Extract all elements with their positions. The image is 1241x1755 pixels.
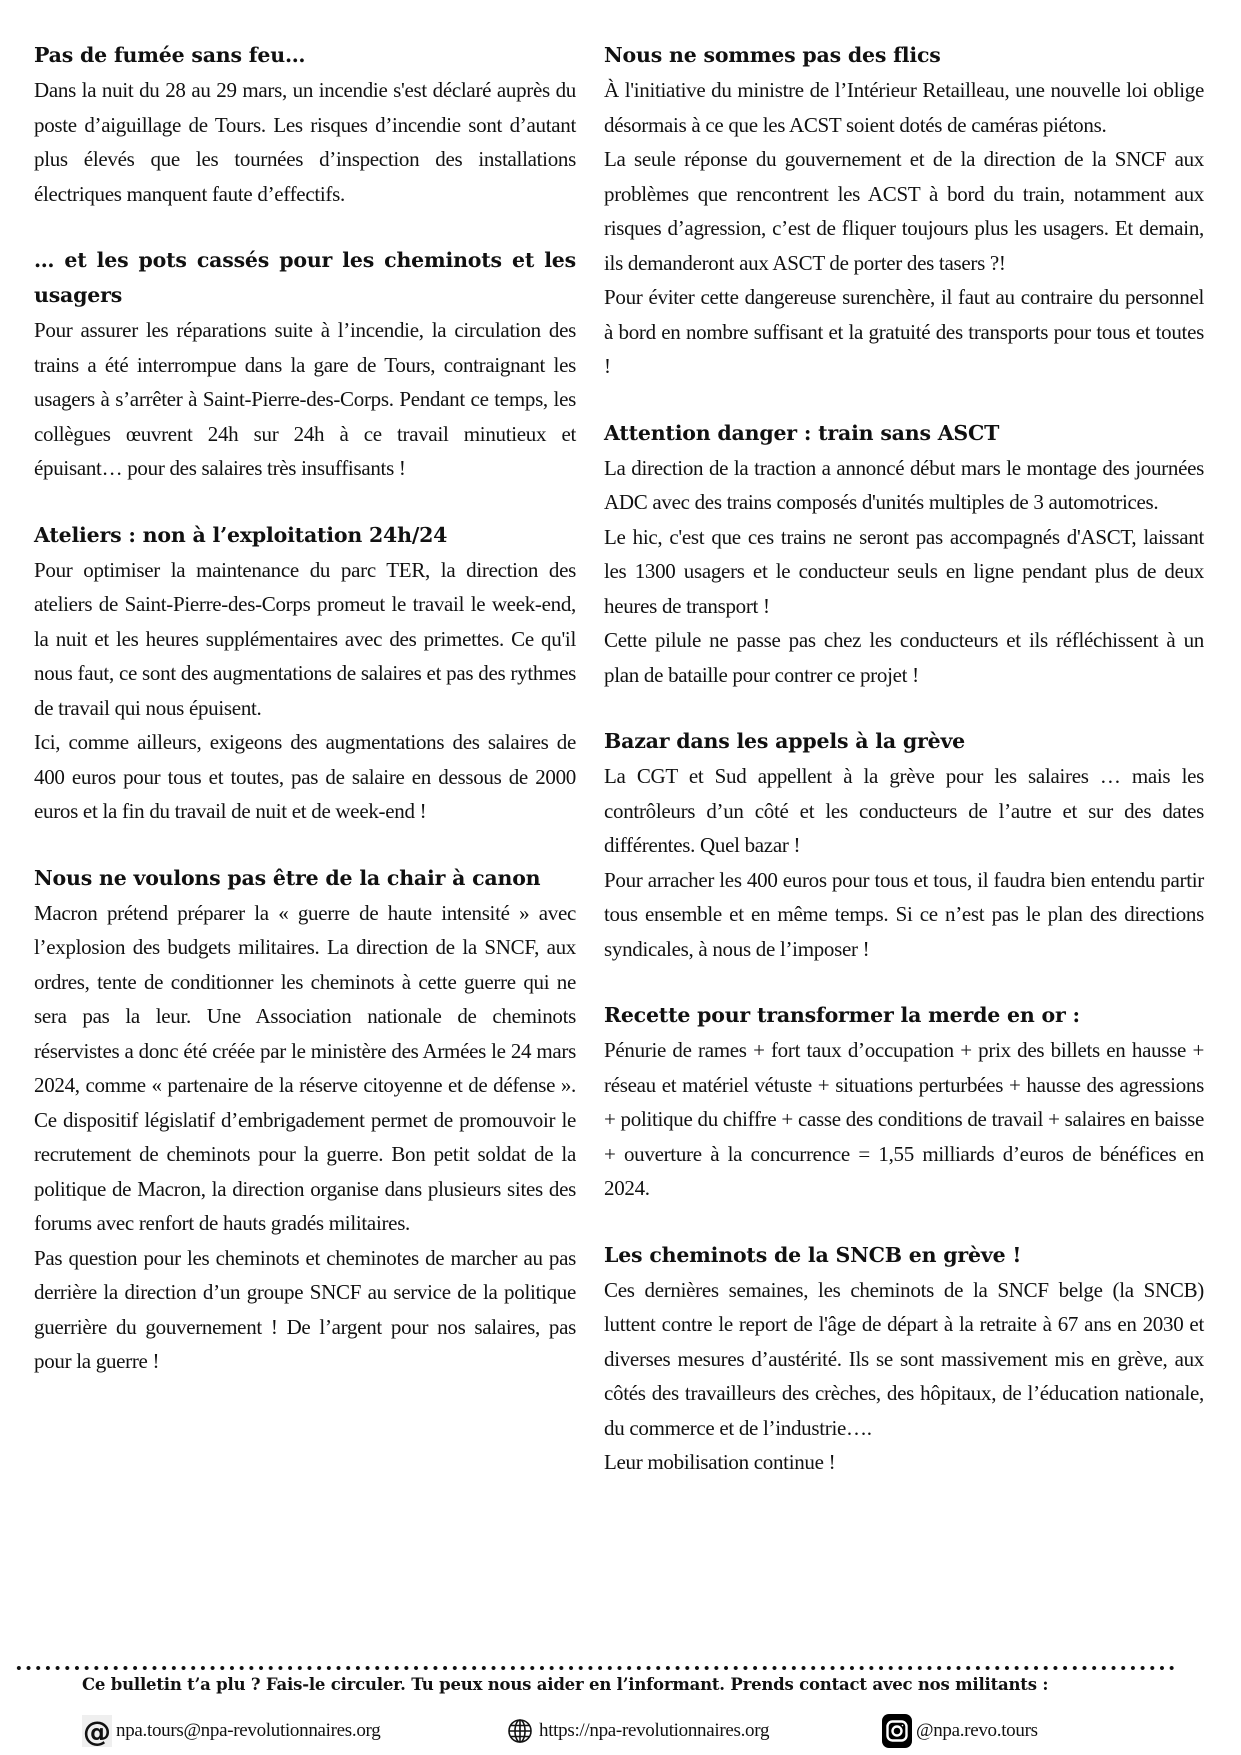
- article-paragraph: La direction de la traction a annoncé début mars le montage des journées ADC avec des trains composés d'unités multiples de 3 automotrices.: [604, 455, 1204, 514]
- website-link[interactable]: https://npa-revolutionnaires.org: [539, 1720, 770, 1741]
- article-sncb-strike: [604, 1238, 1204, 1480]
- article-title: Les cheminots de la SNCB en grève !: [604, 1242, 1022, 1267]
- instagram-handle[interactable]: @npa.revo.tours: [916, 1720, 1038, 1741]
- article-paragraph: Leur mobilisation continue !: [604, 1450, 836, 1474]
- article-paragraph: La seule réponse du gouvernement et de la direction de la SNCF aux problèmes que rencontrent les ACST à bord du train, notamment aux risques d’agression, c’est de fliquer toujours plus les usagers. Et demain, ils demanderont aux ASCT de porter des tasers ?!: [604, 147, 1204, 275]
- article-not-cops: [604, 38, 1204, 384]
- at-sign-icon: @: [83, 1714, 111, 1748]
- email-link[interactable]: npa.tours@npa-revolutionnaires.org: [116, 1720, 381, 1741]
- dotted-divider: [14, 1664, 1174, 1672]
- article-paragraph: La CGT et Sud appellent à la grève pour les salaires … mais les contrôleurs d’un côté et les conducteurs de l’autre et sur des dates différentes. Quel bazar !: [604, 764, 1204, 857]
- article-paragraph: Pour assurer les réparations suite à l’incendie, la circulation des trains a été interrompue dans la gare de Tours, contraignant les usagers à s’arrêter à Saint-Pierre-des-Corps. Pendant ce temps, les collègues œuvrent 24h sur 24h à ce travail minutieux et épuisant… pour des salaires très insuffisants !: [34, 318, 576, 480]
- article-paragraph: Dans la nuit du 28 au 29 mars, un incendie s'est déclaré auprès du poste d’aiguillage de Tours. Les risques d’incendie sont d’autant plus élevés que les tournées d’inspection des installations électriques manquent faute d’effectifs.: [34, 78, 576, 206]
- article-title: … et les pots cassés pour les cheminots et les usagers: [34, 248, 576, 307]
- article-paragraph: Pénurie de rames + fort taux d’occupation + prix des billets en hausse + réseau et matériel vétuste + situations perturbées + hausse des agressions + politique du chiffre + casse des conditions de travail + salaires en baisse + ouverture à la concurrence = 1,55 milliards d’euros de bénéfices en 2024.: [604, 1038, 1204, 1200]
- article-title: Attention danger : train sans ASCT: [604, 420, 1000, 445]
- article-title: Recette pour transformer la merde en or :: [604, 1003, 1080, 1027]
- article-title: Bazar dans les appels à la grève: [604, 729, 965, 753]
- article-title: Nous ne sommes pas des flics: [604, 43, 941, 67]
- contact-website[interactable]: [505, 1713, 769, 1749]
- instagram-icon: [882, 1714, 912, 1748]
- article-fire: [34, 38, 576, 211]
- article-title: Ateliers : non à l’exploitation 24h/24: [34, 522, 448, 547]
- article-cannon-fodder: [34, 861, 576, 1379]
- article-paragraph: Pour optimiser la maintenance du parc TER, la direction des ateliers de Saint-Pierre-des-Corps promeut le travail le week-end, la nuit et les heures supplémentaires avec des primettes. Ce qu'il nous faut, ce sont des augmentations de salaires et pas des rythmes de travail qui nous épuisent.: [34, 557, 576, 720]
- article-paragraph: À l'initiative du ministre de l’Intérieur Retailleau, une nouvelle loi oblige désormais à ce que les ACST soient dotés de caméras piétons.: [604, 78, 1204, 137]
- article-paragraph: Cette pilule ne passe pas chez les conducteurs et ils réfléchissent à un plan de bataille pour contrer ce projet !: [604, 628, 1204, 687]
- article-strike-calls: [604, 724, 1204, 966]
- article-title: Nous ne voulons pas être de la chair à canon: [34, 865, 541, 890]
- article-paragraph: Le hic, c'est que ces trains ne seront pas accompagnés d'ASCT, laissant les 1300 usagers et le conducteur seuls en ligne pendant plus de deux heures de transport !: [604, 524, 1204, 618]
- left-column: [34, 38, 576, 1411]
- right-column: [604, 38, 1204, 1512]
- article-recipe: [604, 998, 1204, 1206]
- article-paragraph: Macron prétend préparer la « guerre de haute intensité » avec l’explosion des budgets militaires. La direction de la SNCF, aux ordres, tente de conditionner les cheminots à cette guerre qui ne sera pas la leur. Une Association nationale de cheminots réservistes a donc été créée par le ministère des Armées le 24 mars 2024, comme « partenaire de la réserve citoyenne et de défense ». Ce dispositif législatif d’embrigadement permet de promouvoir le recrutement de cheminots pour la guerre. Bon petit soldat de la politique de Macron, la direction organise dans plusieurs sites des forums avec renfort de hauts gradés militaires.: [34, 900, 576, 1235]
- globe-icon: [505, 1715, 535, 1747]
- contact-list: [82, 1713, 1182, 1753]
- article-paragraph: Ici, comme ailleurs, exigeons des augmentations des salaires de 400 euros pour tous et toutes, pas de salaire en dessous de 2000 euros et la fin du travail de nuit et de week-end !: [34, 730, 576, 823]
- footer-call-to-action: Ce bulletin t’a plu ? Fais-le circuler. Tu peux nous aider en l’informant. Prends contact avec nos militants :: [82, 1675, 1049, 1694]
- contact-instagram[interactable]: [882, 1713, 1038, 1749]
- article-paragraph: Ces dernières semaines, les cheminots de la SNCF belge (la SNCB) luttent contre le report de l'âge de départ à la retraite à 67 ans en 2030 et diverses mesures d’austérité. Ils se sont massivement mis en grève, aux côtés des travailleurs des crèches, des hôpitaux, de l’éducation nationale, du commerce et de l’industrie….: [604, 1277, 1204, 1440]
- article-train-without-asct: [604, 416, 1204, 693]
- contact-email[interactable]: [82, 1713, 380, 1749]
- article-title: Pas de fumée sans feu…: [34, 43, 306, 67]
- article-paragraph: Pour éviter cette dangereuse surenchère, il faut au contraire du personnel à bord en nombre suffisant et la gratuité des transports pour tous et toutes !: [604, 285, 1204, 378]
- article-paragraph: Pour arracher les 400 euros pour tous et tous, il faudra bien entendu partir tous ensemble et en même temps. Si ce n’est pas le plan des directions syndicales, à nous de l’imposer !: [604, 867, 1204, 961]
- article-workshops: [34, 518, 576, 829]
- article-broken-pots: [34, 243, 576, 486]
- article-paragraph: Pas question pour les cheminots et cheminotes de marcher au pas derrière la direction d’un groupe SNCF au service de la politique guerrière du gouvernement ! De l’argent pour nos salaires, pas pour la guerre !: [34, 1245, 576, 1373]
